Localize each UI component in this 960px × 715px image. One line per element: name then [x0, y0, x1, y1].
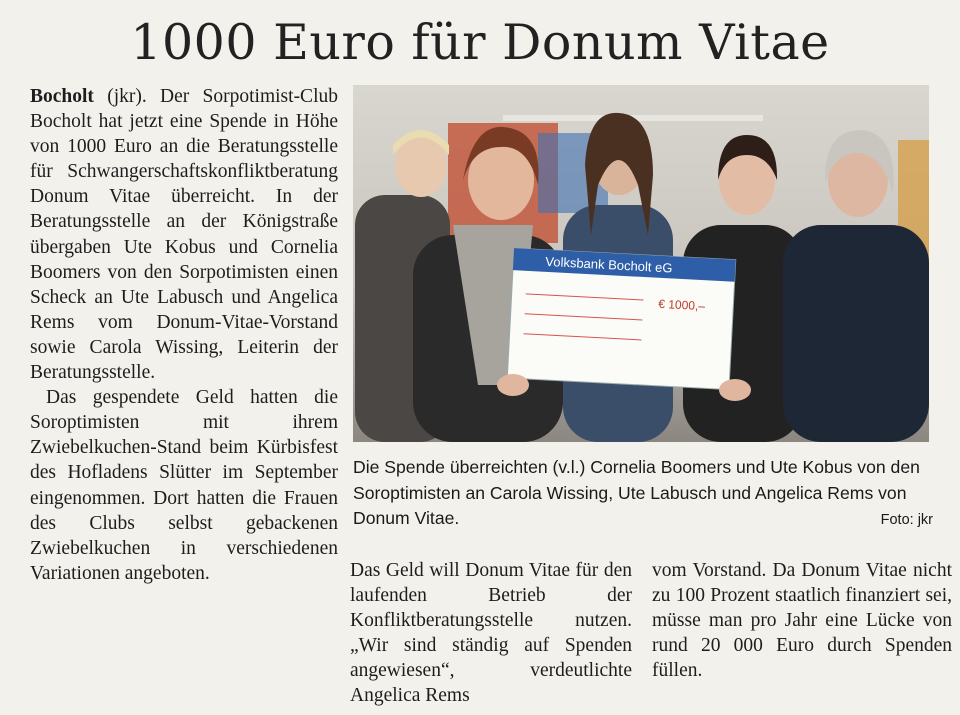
check-amount: € 1000,–	[657, 296, 706, 314]
article-photo	[353, 85, 929, 442]
article-column-right	[652, 558, 952, 683]
headline: 1000 Euro für Donum Vitae	[130, 14, 830, 71]
article-paragraph-4: vom Vorstand. Da Donum Vitae nicht zu 100 Prozent staatlich finanziert sei, müsse man pro Jahr eine Lücke von rund 20 000 Euro durch Spenden füllen.	[652, 560, 952, 682]
caption-text: Die Spende überreichten (v.l.) Cornelia Boomers und Ute Kobus von den Soroptimisten an Carola Wissing, Ute Labusch und Angelica Rems von Donum Vitae.	[353, 457, 920, 528]
article-column-middle	[350, 558, 632, 709]
article-paragraph-1-text: (jkr). Der Sorpotimist-Club Bocholt hat jetzt eine Spende in Höhe von 1000 Euro an die Beratungsstelle für Schwangerschaftskonfliktberatung Donum Vitae überreicht. In der Beratungsstelle an der Königstraße übergaben Ute Kobus und Cornelia Boomers von den Sorpotimisten einen Scheck an Ute Labusch und Angelica Rems vom Donum-Vitae-Vorstand sowie Carola Wissing, Leiterin der Beratungsstelle.	[30, 86, 338, 384]
dateline: Bocholt	[30, 86, 94, 107]
donation-check	[507, 248, 735, 389]
photo-caption	[353, 455, 933, 534]
check-bank-name: Volksbank Bocholt eG	[545, 253, 673, 276]
article-column-left	[30, 84, 338, 586]
article-paragraph-3: Das Geld will Donum Vitae für den laufenden Betrieb der Konfliktberatungsstelle nutzen. „Wir sind ständig auf Spenden angewiesen“, verdeutlichte Angelica Rems	[350, 560, 632, 707]
article-paragraph-1	[30, 84, 338, 385]
article-paragraph-2: Das gespendete Geld hatten die Soroptimisten mit ihrem Zwiebelkuchen-Stand beim Kürbisfest des Hofladens Slütter im September eingenommen. Dort hatten die Frauen des Clubs selbst gebackenen Zwiebelkuchen in verschiedenen Variationen angeboten.	[30, 387, 338, 584]
hand-right	[719, 379, 751, 401]
photo-credit: Foto: jkr	[880, 512, 933, 528]
person-5-body	[783, 225, 929, 442]
photo-illustration	[353, 85, 929, 442]
hand-left	[497, 374, 529, 396]
